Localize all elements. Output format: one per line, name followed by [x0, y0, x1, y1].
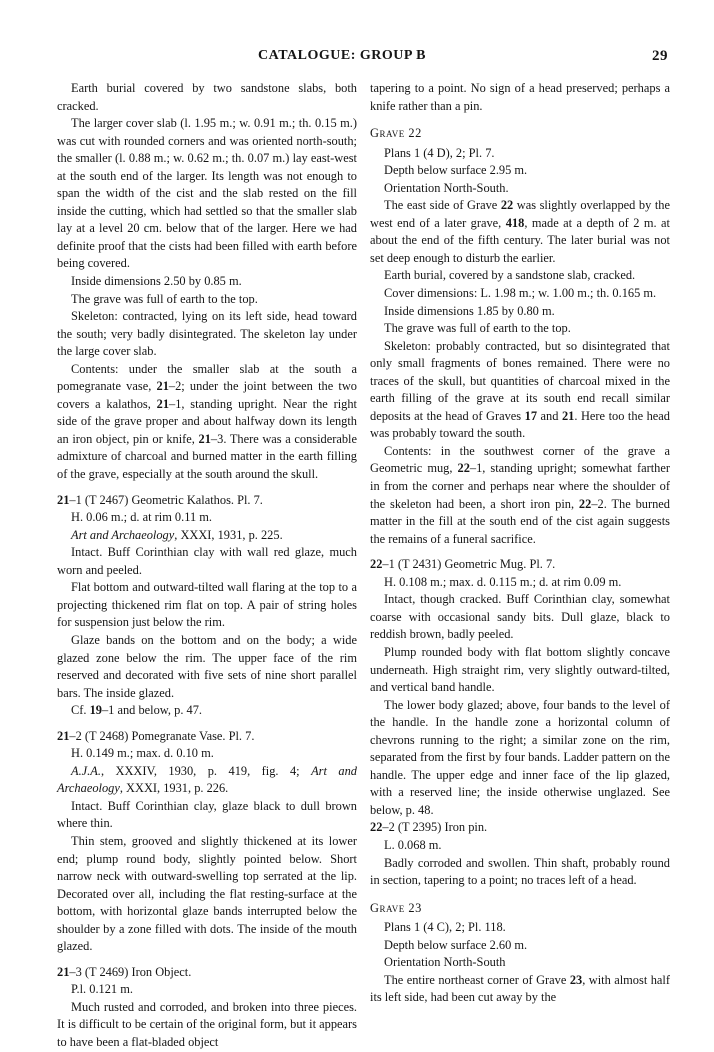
plans: Plans 1 (4 C), 2; Pl. 118.: [384, 920, 506, 935]
paragraph: Earth burial covered by two sandstone slabs, both cracked.: [57, 81, 357, 113]
paragraph: The grave was full of earth to the top.: [71, 291, 258, 306]
dimensions: H. 0.108 m.; max. d. 0.115 m.; d. at rim 0.09 m.: [384, 574, 622, 589]
paragraph: Skeleton: probably contracted, but so disintegrated that only small fragments of bones remained. There were no traces of the skull, but quantities of charcoal mixed in the earth filling of the grave at its south end recall similar deposits at the head of Graves 17 and 21. Here too the head was probably toward the south.: [370, 338, 670, 441]
catalogue-entry-heading: 21–1 (T 2467) Geometric Kalathos. Pl. 7.: [57, 492, 263, 507]
right-column: [370, 80, 670, 1007]
paragraph: Contents: under the smaller slab at the south a pomegranate vase, 21–2; under the joint between the two covers a kalathos, 21–1, standing upright. Near the right side of the grave proper and about halfway down its length an iron object, pin or knife, 21–3. There was a considerable admixture of charcoal and burned matter in the earth filling of the grave, especially at the south around the skull.: [57, 361, 357, 482]
dimensions: P.l. 0.121 m.: [71, 982, 133, 997]
paragraph: Intact, though cracked. Buff Corinthian clay, somewhat coarse with occasional sandy bits. Dull glaze, black to reddish brown, badly peeled.: [370, 592, 670, 642]
paragraph: Cf. 19–1 and below, p. 47.: [71, 703, 203, 718]
depth: Depth below surface 2.95 m.: [384, 163, 528, 178]
paragraph: Glaze bands on the bottom and on the body; a wide glazed zone below the rim. The upper face of the rim reserved and decorated with five sets of nine short parallel bars. The inside glazed.: [57, 632, 357, 700]
left-column: [57, 80, 357, 1052]
dimensions: H. 0.06 m.; d. at rim 0.11 m.: [71, 510, 212, 525]
paragraph: The grave was full of earth to the top.: [384, 321, 571, 336]
running-title: CATALOGUE: GROUP B: [258, 48, 426, 63]
orientation: Orientation North-South.: [384, 180, 509, 195]
paragraph: Skeleton: contracted, lying on its left side, head toward the south; very badly disintegrated. The skeleton lay under the large cover slab.: [57, 309, 357, 359]
paragraph: The entire northeast corner of Grave 23, with almost half its left side, had been cut away by the: [370, 972, 670, 1005]
orientation: Orientation North-South: [384, 955, 506, 970]
plans: Plans 1 (4 D), 2; Pl. 7.: [384, 145, 495, 160]
paragraph: Contents: in the southwest corner of the grave a Geometric mug, 22–1, standing upright; somewhat farther in from the corner and perhaps near where the shoulder of the skeleton had been, a short iron pin, 22–2. The burned matter in the fill at the south end of the cist again suggests the remains of a funeral sacrifice.: [370, 443, 670, 546]
catalogue-entry-heading: 22–2 (T 2395) Iron pin.: [370, 820, 488, 835]
paragraph: The larger cover slab (l. 1.95 m.; w. 0.91 m.; th. 0.15 m.) was cut with rounded corners and was oriented north-south; the smaller (l. 0.88 m.; w. 0.62 m.; th. 0.07 m.) lay east-west at the south end of the larger. Its length was not enough to span the width of the cist and the slab rested on the fill inside the cutting, which had settled so that the smaller slab lay at a level 20 cm. below that of the larger. Here we had definite proof that the cists had been filled with earth before being covered.: [57, 116, 357, 271]
paragraph: Cover dimensions: L. 1.98 m.; w. 1.00 m.; th. 0.165 m.: [384, 286, 657, 301]
catalogue-entry-heading: 22–1 (T 2431) Geometric Mug. Pl. 7.: [370, 557, 556, 572]
bibliography: Art and Archaeology, XXXI, 1931, p. 225.: [71, 527, 283, 542]
grave-heading: Grave 23: [370, 900, 422, 915]
bibliography: A.J.A., XXXIV, 1930, p. 419, fig. 4; Art and Archaeology, XXXI, 1931, p. 226.: [57, 763, 357, 796]
catalogue-entry-heading: 21–2 (T 2468) Pomegranate Vase. Pl. 7.: [57, 728, 255, 743]
paragraph: Intact. Buff Corinthian clay, glaze black to dull brown where thin.: [57, 798, 357, 831]
paragraph: Thin stem, grooved and slightly thickened at its lower end; plump round body, slightly pointed below. Short narrow neck with outward-swelling top serrated at the lip. Decorated over all, including the flat resting-surface at the bottom, with horizontal glaze bands interrupted below the shoulder by a zone filled with dots. The inside of the mouth glazed.: [57, 833, 357, 954]
paragraph: Intact. Buff Corinthian clay with wall red glaze, much worn and peeled.: [57, 545, 357, 577]
paragraph: The east side of Grave 22 was slightly overlapped by the west end of a later grave, 418, made at a depth of 2 m. at about the end of the fifth century. The later burial was not set deep enough to disturb the earlier.: [370, 198, 670, 265]
paragraph: Earth burial, covered by a sandstone slab, cracked.: [384, 268, 636, 283]
catalogue-entry-heading: 21–3 (T 2469) Iron Object.: [57, 964, 192, 979]
paragraph: The lower body glazed; above, four bands to the level of the handle. In the handle zone a horizontal column of chevrons running to the right; a similar zone on the rim, separated from the first by four bands. Ladder pattern on the handle. The upper edge and inner face of the lip glazed, with a reserved line; the inside otherwise unglazed. See below, p. 48.: [370, 697, 670, 817]
paragraph: Inside dimensions 1.85 by 0.80 m.: [384, 303, 555, 318]
depth: Depth below surface 2.60 m.: [384, 937, 528, 952]
dimensions: H. 0.149 m.; max. d. 0.10 m.: [71, 746, 214, 761]
paragraph: Flat bottom and outward-tilted wall flaring at the top to a projecting thickened rim flat on top. A pair of string holes for suspension just below the rim.: [57, 580, 357, 630]
page-header: [16, 48, 668, 72]
page-number: 29: [652, 48, 668, 64]
paragraph: Plump rounded body with flat bottom slightly concave underneath. High straight rim, very slightly outward-tilted, and vertical band handle.: [370, 644, 670, 695]
dimensions: L. 0.068 m.: [384, 837, 442, 852]
paragraph: Badly corroded and swollen. Thin shaft, probably round in section, tapering to a point; no traces left of a head.: [370, 855, 670, 888]
paragraph: Much rusted and corroded, and broken into three pieces. It is difficult to be certain of the original form, but it appears to have been a flat-bladed object: [57, 999, 357, 1049]
grave-heading: Grave 22: [370, 126, 422, 141]
paragraph: Inside dimensions 2.50 by 0.85 m.: [71, 274, 242, 289]
paragraph: tapering to a point. No sign of a head preserved; perhaps a knife rather than a pin.: [370, 81, 670, 113]
